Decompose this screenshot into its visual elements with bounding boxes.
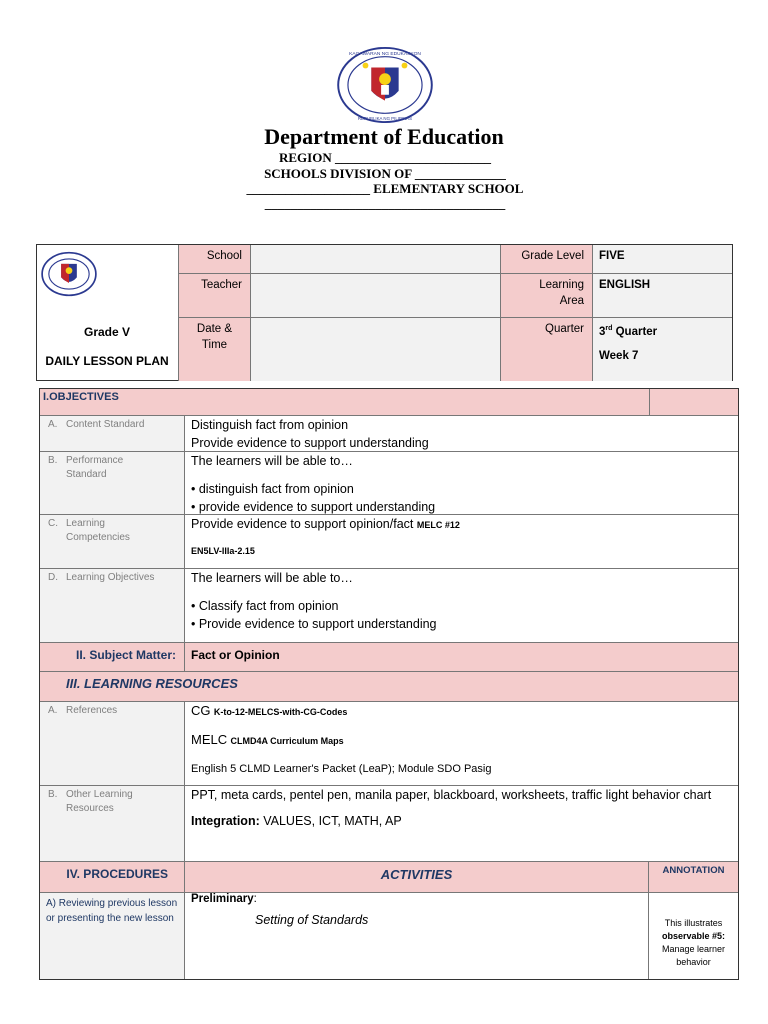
deped-seal-small-logo bbox=[41, 249, 97, 299]
teacher-label: Teacher bbox=[179, 274, 251, 318]
other-resources-row: B. Other Learning Resources PPT, meta cards, pentel pen, manila paper, blackboard, worksheets, traffic light behavior chart Integration: VALUES, ICT, MATH, AP bbox=[40, 786, 738, 862]
department-title: Department of Education bbox=[264, 124, 504, 149]
school-line: ___________________ ELEMENTARY SCHOOL bbox=[246, 181, 524, 196]
setting-of-standards: Setting of Standards bbox=[255, 913, 369, 927]
lesson-info-table bbox=[36, 244, 733, 381]
learning-objectives-row: D. Learning Objectives The learners will be able to… • Classify fact from opinion • Provide evidence to support understanding bbox=[40, 569, 738, 643]
grade-cell bbox=[37, 245, 179, 381]
learning-resources-heading: III. LEARNING RESOURCES bbox=[66, 676, 238, 691]
school-field[interactable] bbox=[251, 245, 501, 274]
subject-matter-value: Fact or Opinion bbox=[191, 648, 280, 662]
quarter-value: 3rd Quarter Week 7 bbox=[593, 318, 732, 381]
activities-heading: ACTIVITIES bbox=[380, 867, 453, 882]
svg-text:KAGAWARAN NG EDUKASYON: KAGAWARAN NG EDUKASYON bbox=[349, 51, 421, 57]
grade-level-value: FIVE bbox=[593, 245, 732, 274]
teacher-field[interactable] bbox=[251, 274, 501, 318]
date-time-field[interactable] bbox=[251, 318, 501, 381]
svg-text:REPUBLIKA NG PILIPINAS: REPUBLIKA NG PILIPINAS bbox=[357, 116, 413, 122]
objectives-heading: I.OBJECTIVES bbox=[43, 391, 119, 403]
blank-line: _____________________________________ bbox=[264, 196, 506, 211]
learning-competencies-row: C. Learning Competencies Provide evidence to support opinion/fact MELC #12 EN5LV-IIIa-2.15 bbox=[40, 515, 738, 569]
daily-lesson-plan-label: DAILY LESSON PLAN bbox=[45, 354, 169, 368]
annotation-cell: This illustrates observable #5: Manage learner behavior bbox=[648, 893, 738, 979]
learning-area-value: ENGLISH bbox=[593, 274, 732, 318]
quarter-label: Quarter bbox=[501, 318, 593, 381]
content-standard-row: A. Content Standard Distinguish fact from opinion Provide evidence to support understanding bbox=[40, 416, 738, 452]
references-row: A. References CG K-to-12-MELCS-with-CG-Codes MELC CLMD4A Curriculum Maps English 5 CLMD Learner's Packet (LeaP); Module SDO Pasig bbox=[40, 702, 738, 786]
procedures-heading-row: IV. PROCEDURES ACTIVITIES ANNOTATION bbox=[40, 862, 738, 893]
date-time-label: Date & Time bbox=[179, 318, 251, 381]
school-label: School bbox=[179, 245, 251, 274]
performance-standard-row: B. Performance Standard The learners will be able to… • distinguish fact from opinion • provide evidence to support understanding bbox=[40, 452, 738, 515]
grade-label: Grade V bbox=[83, 325, 131, 339]
learning-resources-heading-row bbox=[40, 672, 738, 702]
subject-matter-row: II. Subject Matter: Fact or Opinion bbox=[40, 643, 738, 672]
annotation-heading: ANNOTATION bbox=[648, 862, 738, 892]
reviewing-row: A) Reviewing previous lesson or presenting the new lesson Preliminary: Setting of Standards This illustrates observable #5: Manage learner behavior bbox=[40, 893, 738, 979]
reviewing-step-label: A) Reviewing previous lesson or presenting the new lesson bbox=[40, 893, 185, 979]
learning-area-label: Learning Area bbox=[501, 274, 593, 318]
objectives-heading-row bbox=[40, 389, 738, 416]
grade-level-label: Grade Level bbox=[501, 245, 593, 274]
deped-seal-logo bbox=[336, 46, 434, 124]
week-label: Week 7 bbox=[599, 349, 639, 362]
region-line: REGION ________________________ bbox=[279, 150, 491, 165]
division-line: SCHOOLS DIVISION OF ______________ bbox=[264, 166, 506, 181]
lesson-plan-table bbox=[39, 388, 739, 980]
